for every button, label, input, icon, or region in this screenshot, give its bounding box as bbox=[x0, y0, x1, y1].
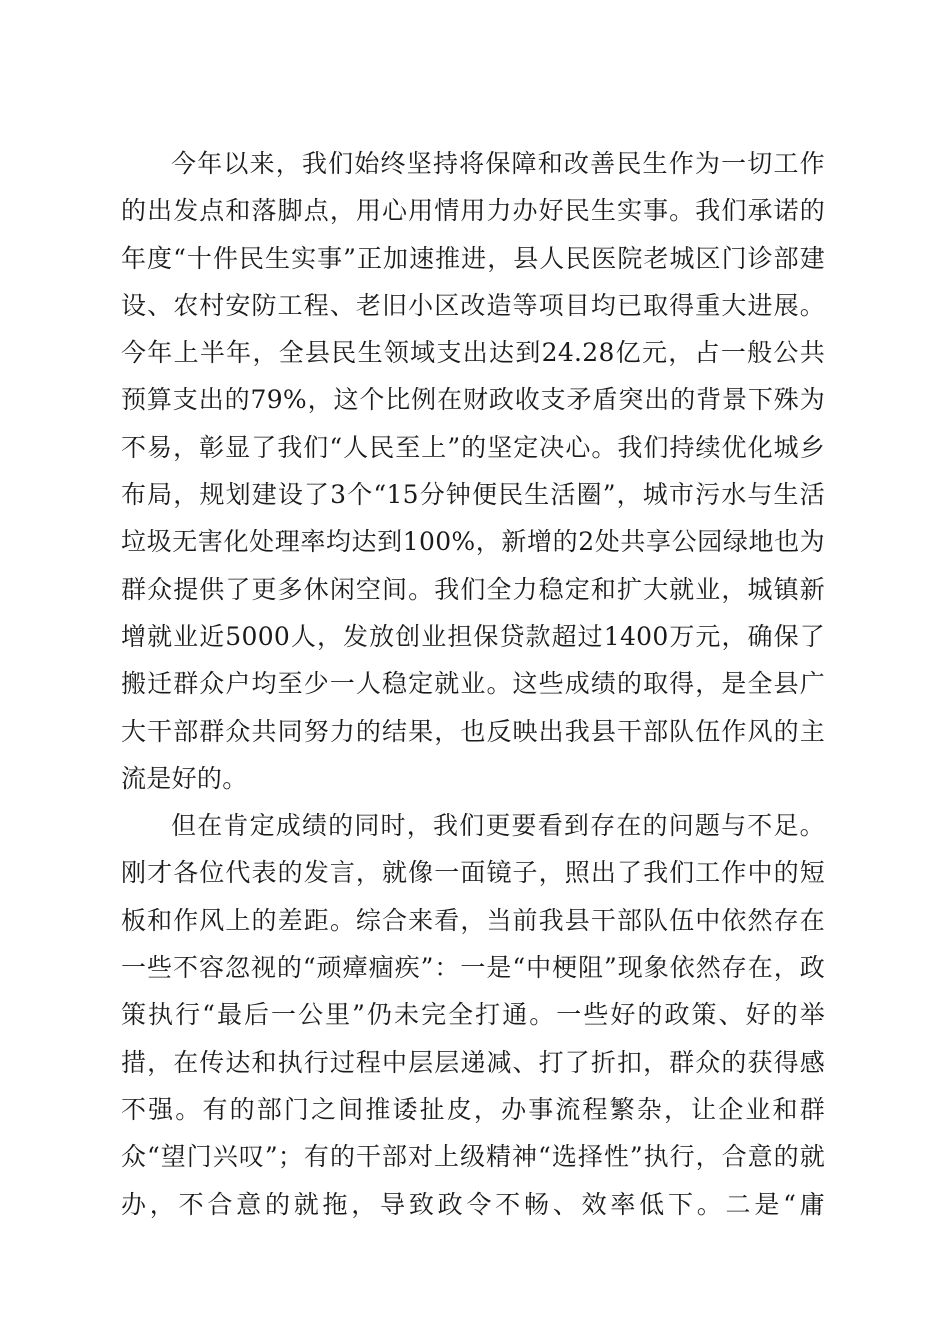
paragraph-1: 今年以来，我们始终坚持将保障和改善民生作为一切工作的出发点和落脚点，用心用情用力办好民生实事。我们承诺的年度“十件民生实事”正加速推进，县人民医院老城区门诊部建设、农村安防工程、老旧小区改造等项目均已取得重大进展。今年上半年，全县民生领域支出达到24.28亿元，占一般公共预算支出的79%，这个比例在财政收支矛盾突出的背景下殊为不易，彰显了我们“人民至上”的坚定决心。我们持续优化城乡布局，规划建设了3个“15分钟便民生活圈”，城市污水与生活垃圾无害化处理率均达到100%，新增的2处共享公园绿地也为群众提供了更多休闲空间。我们全力稳定和扩大就业，城镇新增就业近5000人，发放创业担保贷款超过1400万元，确保了搬迁群众户均至少一人稳定就业。这些成绩的取得，是全县广大干部群众共同努力的结果，也反映出我县干部队伍作风的主流是好的。 bbox=[121, 149, 825, 793]
document-body bbox=[121, 140, 825, 1228]
paragraph-2: 但在肯定成绩的同时，我们更要看到存在的问题与不足。刚才各位代表的发言，就像一面镜子，照出了我们工作中的短板和作风上的差距。综合来看，当前我县干部队伍中依然存在一些不容忽视的“顽瘴痼疾”：一是“中梗阻”现象依然存在，政策执行“最后一公里”仍未完全打通。一些好的政策、好的举措，在传达和执行过程中层层递减、打了折扣，群众的获得感不强。有的部门之间推诿扯皮，办事流程繁杂，让企业和群众“望门兴叹”；有的干部对上级精神“选择性”执行，合意的就办，不合意的就拖，导致政令不畅、效率低下。二是“庸 bbox=[121, 811, 825, 1219]
